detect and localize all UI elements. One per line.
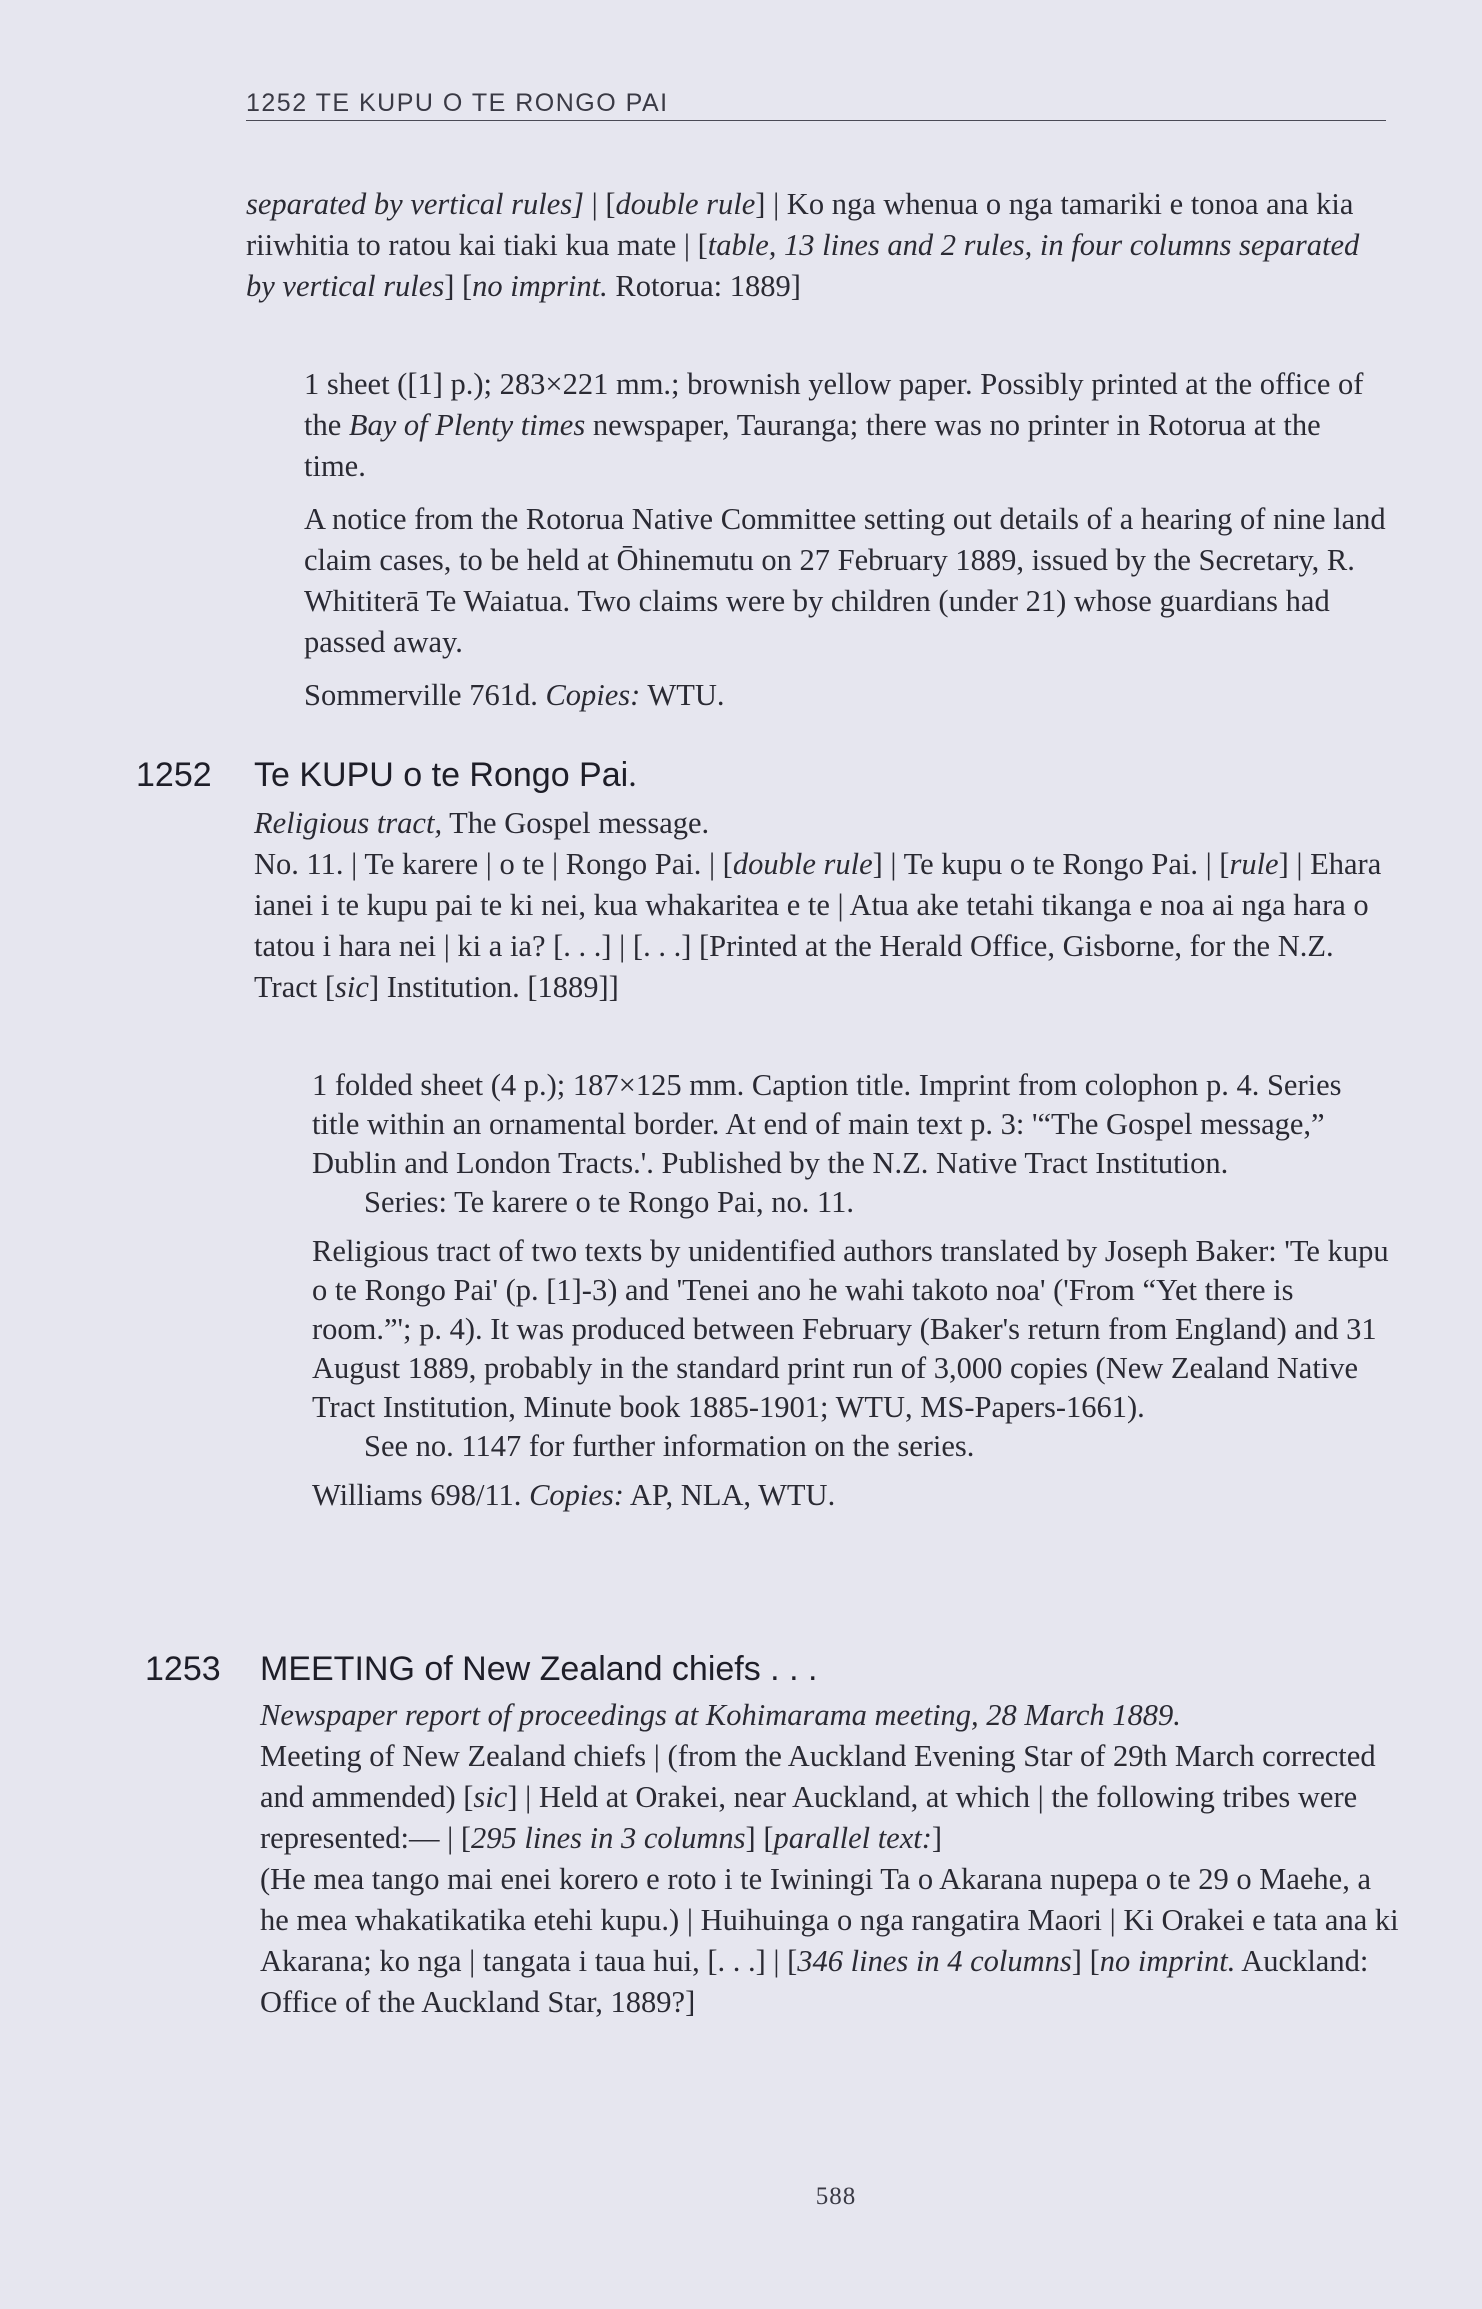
desc-text: ] [ (444, 269, 473, 303)
desc-text: No. 11. | Te karere | o te | Rongo Pai. | [ (254, 847, 733, 881)
desc-ital: sic (335, 970, 369, 1004)
desc-text: ] | Ko nga whenua o nga tamariki e tonoa ana kia riiwhitia to ratou kai tiaki kua mate | [ (246, 187, 1354, 262)
reference-line (312, 1476, 1394, 1515)
page-number: 588 (815, 2183, 857, 2210)
desc-ital: 346 lines in 4 columns (797, 1944, 1072, 1978)
desc-ital: table, 13 lines and 2 rules, in four columns separated by vertical rules (246, 228, 1360, 303)
see-reference: See no. 1147 for further information on the series. (364, 1429, 975, 1463)
ref-text: Williams 698/11. (312, 1478, 530, 1512)
desc-ital: parallel text: (773, 1821, 932, 1855)
continued-notes (304, 364, 1386, 716)
ref-ital: Copies: (529, 1478, 624, 1512)
entry-number-1252: 1252 (136, 756, 212, 794)
running-head: 1252 TE KUPU O TE RONGO PAI (246, 88, 1386, 121)
parallel-transcription (260, 1859, 1400, 2023)
desc-text: | [ (583, 187, 616, 221)
title-punct: . (628, 757, 637, 794)
entry-1253-description (260, 1695, 1400, 2023)
subtitle: Newspaper report of proceedings at Kohimarama meeting, 28 March 1889. (260, 1698, 1181, 1732)
transcription (260, 1736, 1400, 1859)
desc-ital: double rule (732, 847, 873, 881)
physical-description: 1 folded sheet (4 p.); 187×125 mm. Caption title. Imprint from colophon p. 4. Series title within an ornamental border. At end of main text p. 3: '“The Gospel message,” Dublin and London Tracts.'. Published by the N.Z. Native Tract Institution. (312, 1068, 1342, 1180)
desc-text: ] | Te kupu o te Rongo Pai. | [ (872, 847, 1230, 881)
desc-text: Auckland: Office of the Auckland Star, 1889?] (260, 1944, 1369, 2019)
desc-ital: no imprint. (1099, 1944, 1236, 1978)
entry-title-1253: MEETING of New Zealand chiefs . . . (260, 1650, 818, 1688)
ref-ital: Copies: (545, 678, 641, 712)
transcription (254, 844, 1386, 1008)
phys-ital: Bay of Plenty times (348, 408, 586, 442)
subtitle-text: The Gospel message. (442, 806, 710, 840)
desc-text: ] [ (1071, 1944, 1100, 1978)
ref-text: WTU. (640, 678, 725, 712)
entry-number-1253: 1253 (145, 1650, 221, 1688)
desc-text: ] (931, 1821, 943, 1855)
ref-text: Sommerville 761d. (304, 678, 546, 712)
desc-text: Meeting of New Zealand chiefs | (from the Auckland Evening Star of 29th March corrected and ammended) [ (260, 1739, 1376, 1814)
desc-text: Rotorua: 1889] (607, 269, 801, 303)
subtitle (254, 803, 1386, 844)
continued-description (246, 184, 1386, 307)
desc-ital: double rule (615, 187, 756, 221)
series-line: Series: Te karere o te Rongo Pai, no. 11. (364, 1185, 854, 1219)
title-text: Te KUPU o te Rongo Pai (254, 756, 629, 794)
entry-1252-notes (312, 1066, 1394, 1515)
desc-text: (He mea tango mai enei korero e roto i te Iwiningi Ta o Akarana nupepa o te 29 o Maehe, a he mea whakatikatika etehi kupu.) | Huihuinga o nga rangatira Maori | Ki Orakei e tata ana ki Akarana; ko nga | tangata i taua hui, [. . .] | [ (260, 1862, 1399, 1978)
desc-text: ] | Ehara ianei i te kupu pai te ki nei, kua whakaritea e te | Atua ake tetahi tikanga e noa ai nga hara o tatou i hara nei | ki a ia? [. . .] | [. . .] [Printed at the Herald Office, Gisborne, for the N.Z. Tract [ (254, 847, 1382, 1004)
desc-ital: no imprint. (472, 269, 608, 303)
desc-ital: 295 lines in 3 columns (471, 1821, 746, 1855)
continued-entry (246, 184, 1386, 307)
subtitle-ital: Religious tract, (254, 806, 443, 840)
desc-text: ] | Held at Orakei, near Auckland, at which | the following tribes were represented:— | [ (260, 1780, 1358, 1855)
note-paragraph: A notice from the Rotorua Native Committee setting out details of a hearing of nine land claim cases, to be held at Ōhinemutu on 27 February 1889, issued by the Secretary, R. Whititerā Te Waiatua. Two claims were by children (under 21) whose guardians had passed away. (304, 502, 1386, 659)
entry-title-1252 (254, 756, 637, 795)
desc-ital: rule (1229, 847, 1279, 881)
physical-description (304, 364, 1386, 487)
note-paragraph: Religious tract of two texts by unidentified authors translated by Joseph Baker: 'Te kupu o te Rongo Pai' (p. [1]-3) and 'Tenei ano he wahi takoto noa' ('From “Yet there is room.”'; p. 4). It was produced between February (Baker's return from England) and 31 August 1889, probably in the standard print run of 3,000 copies (New Zealand Native Tract Institution, Minute book 1885-1901; WTU, MS-Papers-1661). (312, 1234, 1389, 1424)
desc-ital: sic (473, 1780, 508, 1814)
phys-text: newspaper, Tauranga; there was no printer in Rotorua at the time. (304, 408, 1321, 483)
reference-line (304, 675, 1386, 716)
desc-ital: separated by vertical rules] (246, 187, 584, 221)
desc-text: ] Institution. [1889]] (368, 970, 619, 1004)
desc-text: ] [ (745, 1821, 774, 1855)
entry-1252-description (254, 803, 1386, 1008)
ref-text: AP, NLA, WTU. (623, 1478, 836, 1512)
phys-text: 1 sheet ([1] p.); 283×221 mm.; brownish yellow paper. Possibly printed at the office of the (304, 367, 1364, 442)
